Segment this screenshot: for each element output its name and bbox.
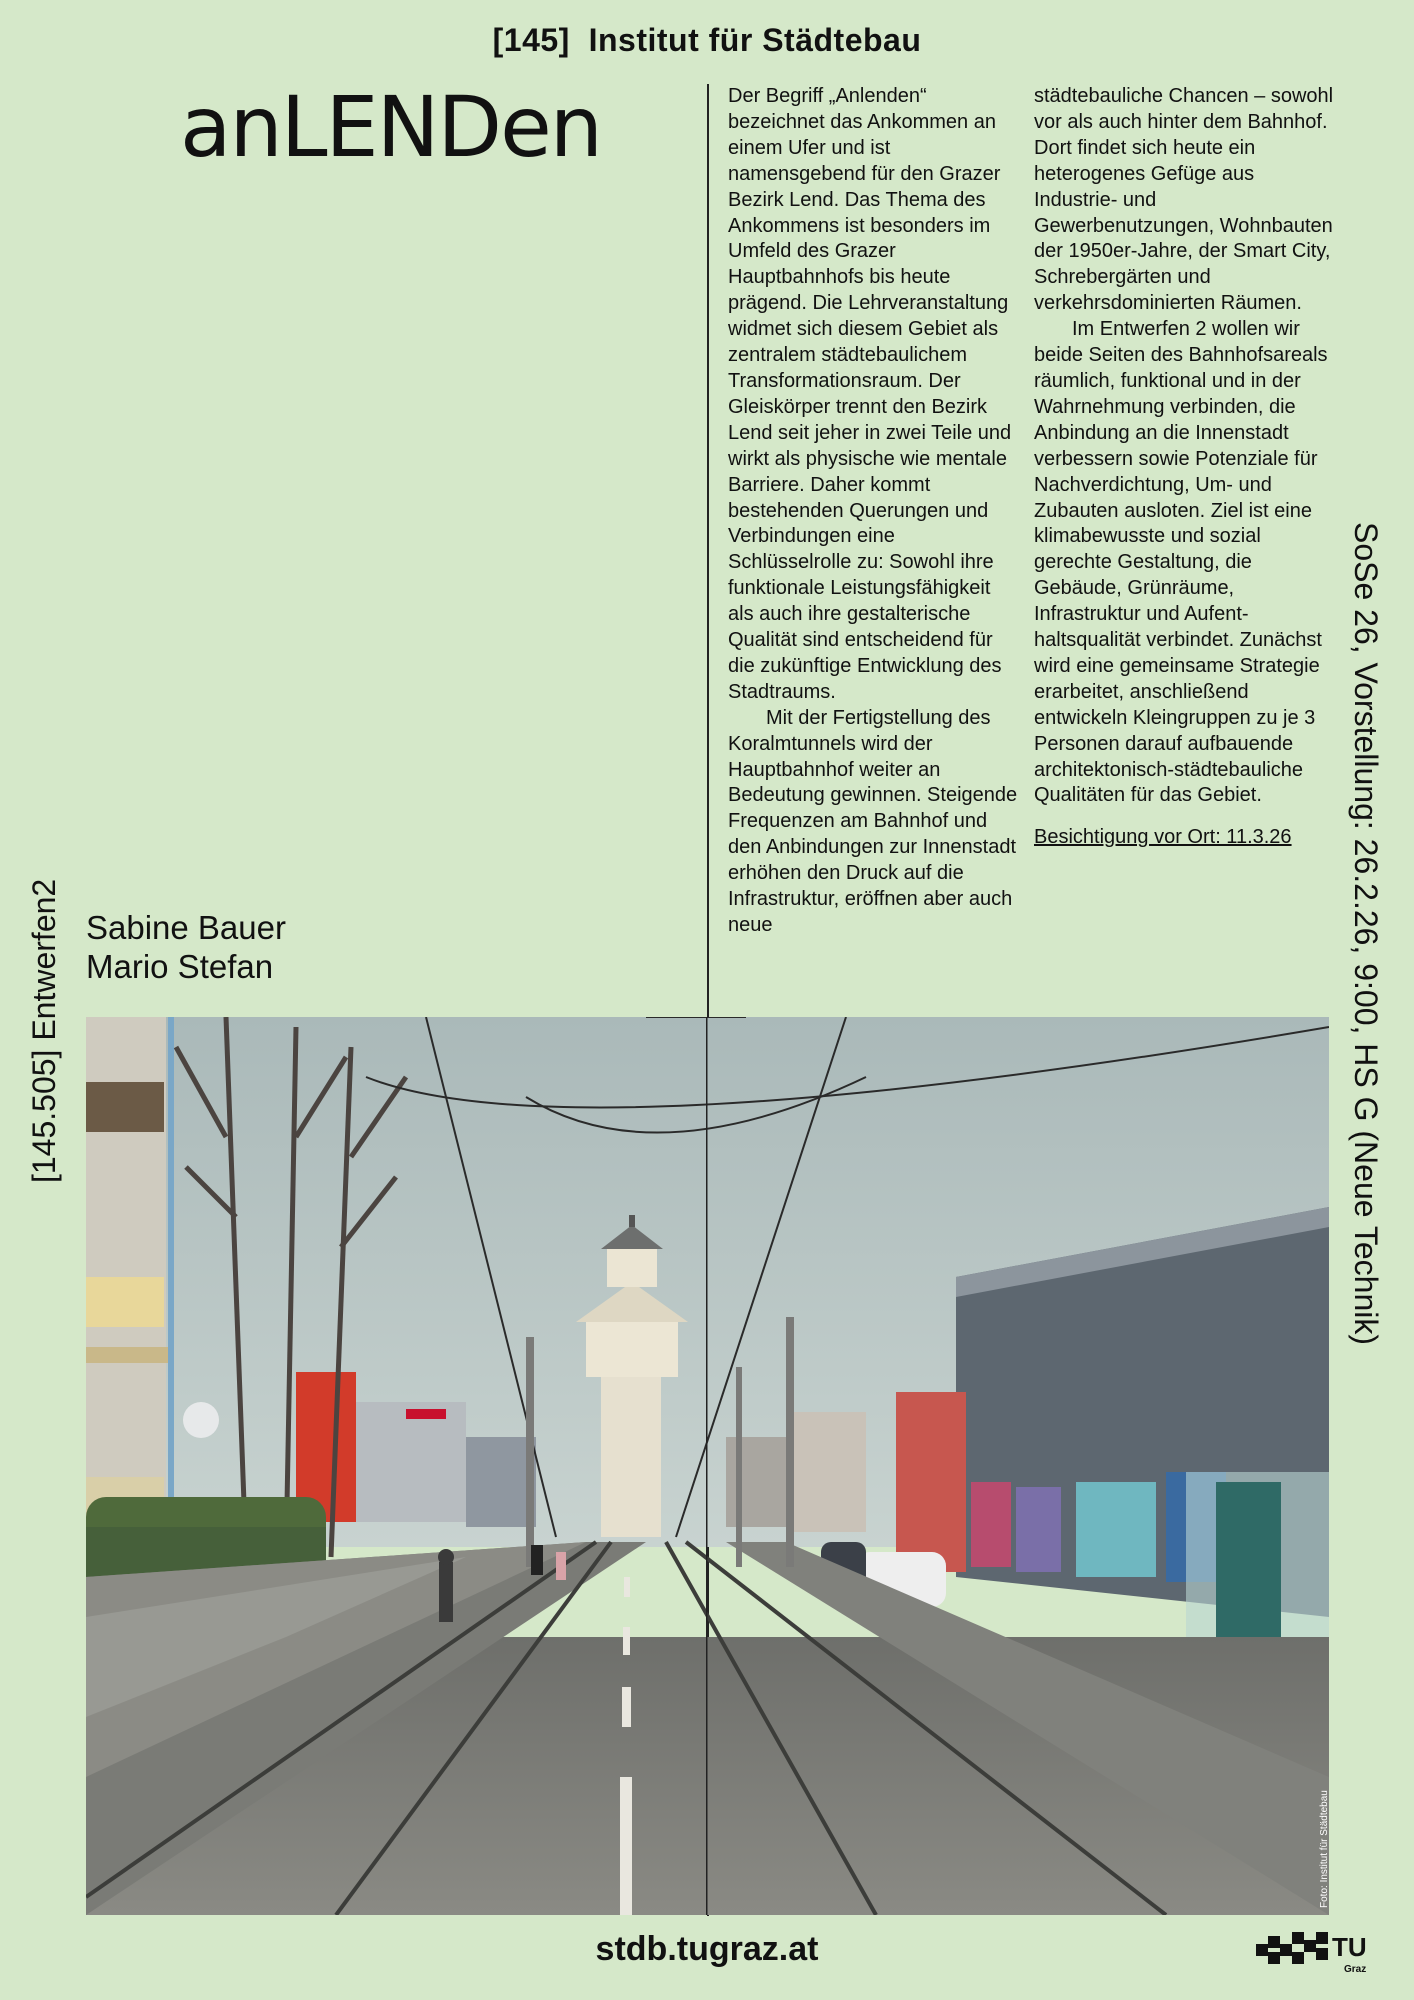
text-column-1 <box>728 84 1020 939</box>
teacher-name: Sabine Bauer <box>86 909 286 946</box>
text-column-2 <box>1034 84 1334 851</box>
street-photo <box>86 1017 1329 1915</box>
schedule-vertical: SoSe 26, Vorstellung: 26.2.26, 9:00, HS G (Neue Technik) <box>1348 522 1384 1346</box>
logo-text: TU <box>1332 1932 1367 1962</box>
course-code: [145.505] <box>26 1049 62 1183</box>
logo-subtext: Graz <box>1344 1964 1367 1975</box>
teacher-list <box>86 908 286 986</box>
paragraph: Mit der Fertigstellung des Koralmtunnels wird der Hauptbahnhof weiter an Bedeutung gewinnen. Steigende Frequenzen am Bahnhof und den Anbindungen zur Innenstadt erhöhen den Druck auf die Infrastruktur, eröffnen aber auch neue <box>728 706 1018 936</box>
course-name: Entwerfen2 <box>26 878 62 1041</box>
poster-title: anLENDen <box>180 78 602 176</box>
paragraph: Der Begriff „Anlenden“ bezeichnet das Ankommen an einem Ufer und ist namensgebend für den Grazer Bezirk Lend. Das Thema des Ankommens ist besonders im Umfeld des Grazer Hauptbahnhofs bis heute prägend. Die Lehrveranstaltung widmet sich diesem Gebiet als zentralem städtebaulichem Transformationsraum. Der Gleiskörper trennt den Bezirk Lend seit jeher in zwei Teile und wirkt als physische wie mentale Barriere. Daher kommt bestehenden Querungen und Verbindungen eine Schlüsselrolle zu: Sowohl ihre funktionale Leistungsfähigkeit als auch ihre gestalterische Qualität sind entscheidend für die zukünftige Entwicklung des Stadtraums. <box>728 85 1012 703</box>
institute-name: Institut für Städtebau <box>588 22 922 58</box>
teacher-name: Mario Stefan <box>86 948 274 985</box>
paragraph: städtebauliche Chancen – sowohl vor als auch hinter dem Bahnhof. Dort findet sich heute ein heterogenes Gefüge aus Industrie- und Gewerbenutzungen, Wohnbauten der 1950er-Jahre, der Smart City, Schrebergärten und verkehrsdominierten Räumen. <box>1034 85 1334 315</box>
tu-graz-logo <box>1256 1928 1376 1983</box>
website-url[interactable]: stdb.tugraz.at <box>595 1930 819 1968</box>
institute-code: [145] <box>492 22 570 58</box>
course-code-vertical <box>26 879 63 1183</box>
street-photo-illustration <box>86 1017 1329 1915</box>
site-visit-note: Besichtigung vor Ort: 11.3.26 <box>1034 826 1292 849</box>
institute-header <box>0 22 1414 59</box>
photo-credit: Foto: Institut für Städtebau <box>1319 1790 1330 1908</box>
paragraph: Im Entwerfen 2 wollen wir beide Seiten des Bahnhofsareals räumlich, funktional und in der Wahrnehmung verbinden, die Anbindung an die Innenstadt verbessern sowie Potenziale für Nachverdichtung, Um- und Zubauten ausloten. Ziel ist eine klimabewusste und sozial gerechte Gestaltung, die Gebäude, Grünräume, Infrastruktur und Aufenthaltsqualität verbindet. Zunächst wird eine gemeinsame Strategie erarbeitet, anschließend entwickeln Kleingruppen zu je 3 Personen darauf aufbauende architektonisch-städtebauliche Qualitäten für das Gebiet. <box>1034 318 1328 807</box>
tu-graz-logo-icon <box>1256 1928 1376 1978</box>
